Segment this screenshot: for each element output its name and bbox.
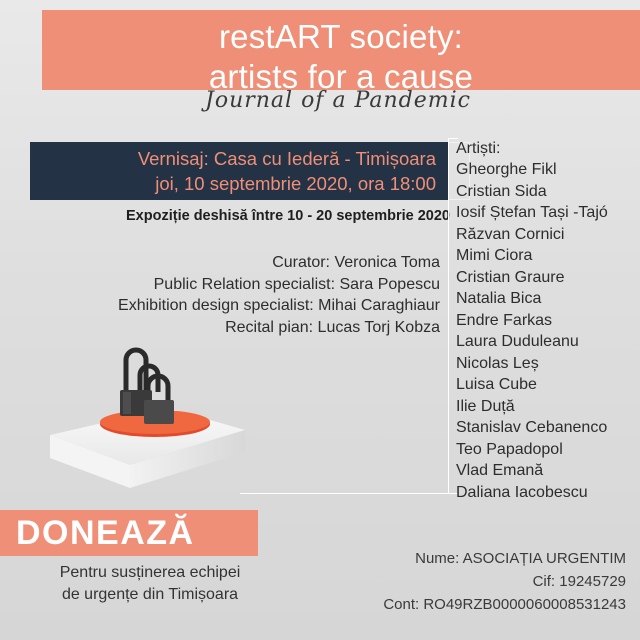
journal-subtitle: Journal of a Pandemic [205,88,471,113]
title-line-1: restART society: [218,18,464,55]
artist-name: Cristian Sida [456,182,547,200]
artists-heading: Artiști: [456,140,501,157]
padlock-sculpture-image [40,330,260,490]
artist-name: Mimi Ciora [456,247,533,264]
event-box [30,142,448,200]
donate-label: DONEAZĂ [16,514,195,552]
artists-frame-bottom [240,493,450,494]
credit-curator: Curator: Veronica Toma [272,254,440,271]
bank-details [296,547,626,616]
bank-name: Nume: ASOCIAȚIA URGENTIM [415,550,626,567]
title-line-2: artists for a cause [208,58,474,95]
padlock-body-2 [144,400,174,424]
artist-name: Gheorghe Fikl [456,161,557,178]
credit-piano-recital: Recital pian: Lucas Torj Kobza [225,318,440,336]
artist-name: Nicolas Leș [456,354,539,372]
bank-account: Cont: RO49RZB0000060008531243 [383,596,626,613]
artist-name: Laura Duduleanu [456,333,579,350]
artist-name: Teo Papadopol [456,440,563,458]
artist-name: Natalia Bica [456,290,542,307]
event-date: joi, 10 septembrie 2020, ora 18:00 [155,173,436,194]
exhibition-dates: Expoziție deshisă între 10 - 20 septembrie 2020 [126,208,450,224]
event-venue: Vernisaj: Casa cu Iederă - Timișoara [137,148,436,169]
bank-cif: Cif: 19245729 [532,573,626,590]
credits [20,252,440,338]
artists-list [456,159,608,503]
credit-exhibition-design: Exhibition design specialist: Mihai Caraghiaur [118,297,440,315]
artist-name: Daliana Iacobescu [456,483,588,501]
donate-purpose-line-2: de urgențe din Timișoara [61,586,239,603]
artist-name: Stanislav Cebanenco [456,419,608,436]
donate-purpose [30,562,270,606]
artist-name: Cristian Graure [456,268,565,286]
artist-name: Răzvan Cornici [456,225,565,243]
artist-name: Luisa Cube [456,376,537,393]
artist-name: Vlad Emană [456,462,544,479]
credit-public-relations: Public Relation specialist: Sara Popescu [153,275,440,293]
artist-name: Ilie Duță [456,397,515,415]
artist-name: Endre Farkas [456,311,553,329]
title-banner [42,10,640,95]
donate-purpose-line-1: Pentru susținerea echipei [59,564,241,581]
artist-name: Iosif Ștefan Tași -Tajó [456,204,608,221]
donate-banner [0,510,258,556]
